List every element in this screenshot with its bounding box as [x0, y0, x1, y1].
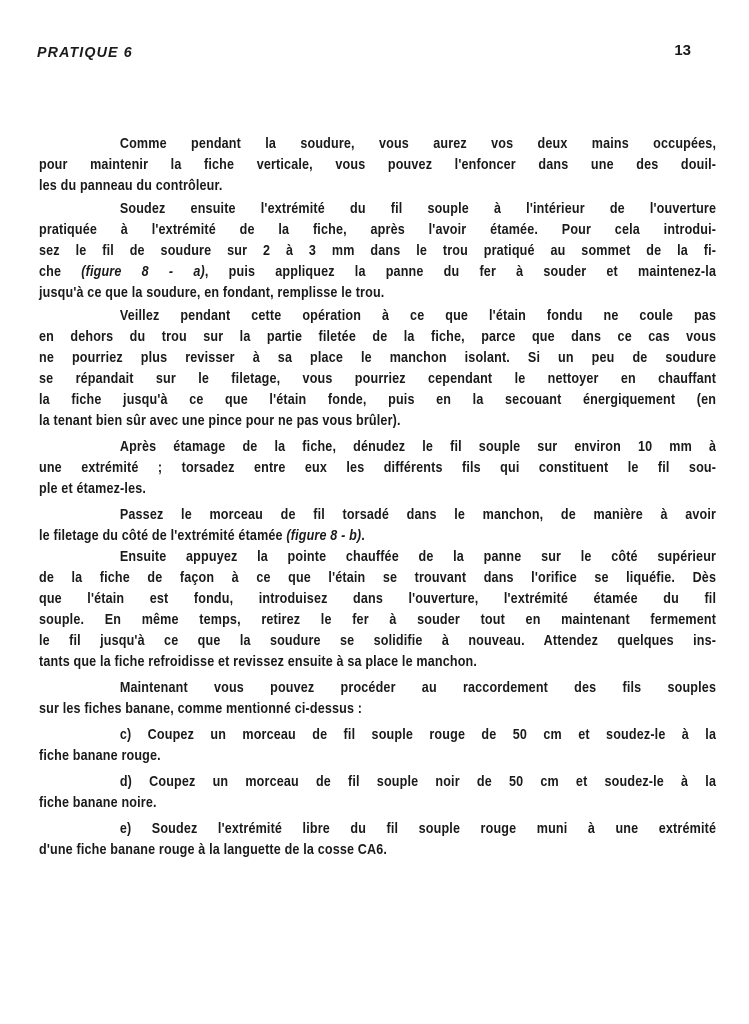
paragraph	[39, 437, 716, 500]
text-line: les du panneau du contrôleur.	[39, 178, 223, 194]
text-line: d) Coupez un morceau de fil souple noir de 50 cm et soudez-le à la	[119, 774, 717, 790]
text-line: que l'étain est fondu, introduisez dans l'ouverture, l'extrémité étamée du fil	[39, 591, 717, 607]
paragraph	[39, 678, 716, 720]
body-text	[39, 134, 716, 861]
paragraph	[39, 547, 716, 673]
text-line: Veillez pendant cette opération à ce que l'étain fondu ne coule pas	[119, 308, 717, 324]
list-item	[39, 819, 716, 861]
text-line: Comme pendant la soudure, vous aurez vos deux mains occupées,	[119, 136, 717, 152]
text-line: une extrémité ; torsadez entre eux les différents fils qui constituent le fil sou-	[39, 460, 717, 476]
text-line: pour maintenir la fiche verticale, vous pouvez l'enfoncer dans une des douil-	[39, 157, 717, 173]
text-line: sur les fiches banane, comme mentionné ci-dessus :	[39, 701, 363, 717]
running-title: PRATIQUE 6	[37, 44, 133, 61]
text-line: d'une fiche banane rouge à la languette de la cosse CA6.	[39, 842, 388, 858]
page-number: 13	[674, 42, 691, 59]
list-item	[39, 725, 716, 767]
text-line: e) Soudez l'extrémité libre du fil souple rouge muni à une extrémité	[119, 821, 717, 837]
text-line: le fil jusqu'à ce que la soudure se solidifie à nouveau. Attendez quelques ins-	[39, 633, 717, 649]
text-line: che (figure 8 - a), puis appliquez la panne du fer à souder et maintenez-la	[39, 264, 717, 280]
text-line: ne pourriez plus revisser à sa place le manchon isolant. Si un peu de soudure	[39, 350, 717, 366]
text-line: Après étamage de la fiche, dénudez le fil souple sur environ 10 mm à	[119, 439, 717, 455]
text-line: Passez le morceau de fil torsadé dans le manchon, de manière à avoir	[119, 507, 717, 523]
paragraph	[39, 505, 716, 547]
text-line: fiche banane noire.	[39, 795, 157, 811]
text-line: ple et étamez-les.	[39, 481, 147, 497]
paragraph	[39, 199, 716, 304]
text-line: pratiquée à l'extrémité de la fiche, après l'avoir étamée. Pour cela introdui-	[39, 222, 717, 238]
text-line: se répandait sur le filetage, vous pourriez cependant le nettoyer en chauffant	[39, 371, 717, 387]
text-line: fiche banane rouge.	[39, 748, 161, 764]
text-line: le filetage du côté de l'extrémité étamée (figure 8 - b).	[39, 528, 365, 544]
text-line: souple. En même temps, retirez le fer à souder tout en maintenant fermement	[39, 612, 717, 628]
paragraph	[39, 306, 716, 432]
text-line: la fiche jusqu'à ce que l'étain fonde, puis en la secouant énergiquement (en	[39, 392, 717, 408]
list-item	[39, 772, 716, 814]
page-header	[37, 44, 691, 68]
text-line: la tenant bien sûr avec une pince pour ne pas vous brûler).	[39, 413, 401, 429]
text-line: tants que la fiche refroidisse et revissez ensuite à sa place le manchon.	[39, 654, 478, 670]
figure-reference: (figure 8 - b)	[286, 528, 362, 544]
figure-reference: (figure 8 - a)	[81, 264, 205, 280]
text-line: Maintenant vous pouvez procéder au raccordement des fils souples	[119, 680, 717, 696]
text-line: c) Coupez un morceau de fil souple rouge de 50 cm et soudez-le à la	[119, 727, 717, 743]
text-line: Ensuite appuyez la pointe chauffée de la panne sur le côté supérieur	[119, 549, 717, 565]
text-line: Soudez ensuite l'extrémité du fil souple à l'intérieur de l'ouverture	[119, 201, 717, 217]
text-line: jusqu'à ce que la soudure, en fondant, remplisse le trou.	[39, 285, 385, 301]
text-line: de la fiche de façon à ce que l'étain se trouvant dans l'orifice se liquéfie. Dès	[39, 570, 717, 586]
text-line: sez le fil de soudure sur 2 à 3 mm dans le trou pratiqué au sommet de la fi-	[39, 243, 717, 259]
text-line: en dehors du trou sur la partie filetée de la fiche, parce que dans ce cas vous	[39, 329, 717, 345]
paragraph	[39, 134, 716, 197]
